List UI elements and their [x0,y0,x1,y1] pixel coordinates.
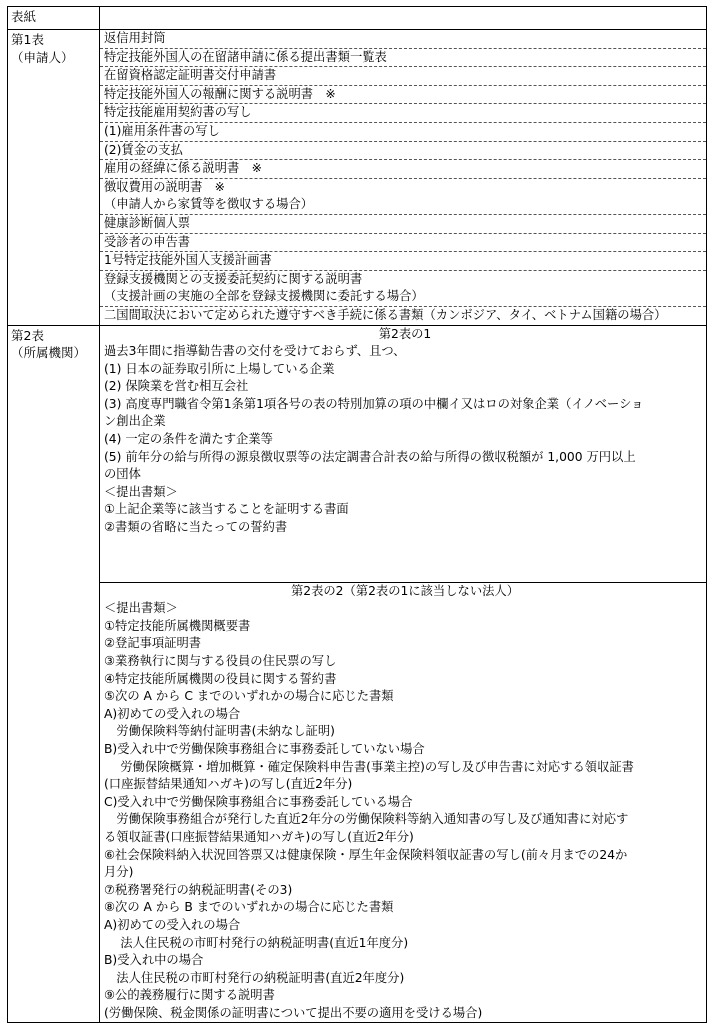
section-line: ②登記事項証明書 [104,636,202,651]
section-line: ②書類の省略に当たっての誓約書 [104,520,288,535]
document-item [100,179,706,215]
document-table [7,6,707,1023]
document-item [100,307,706,325]
section-line: (口座振替結果通知ハガキ)の写し(直近2年分) [104,777,353,792]
section-line: ⑥社会保険料納入状況回答票又は健康保険・厚生年金保険料領収証書の写し(前々月までの24か [104,847,628,862]
section-line: 過去3年間に指導勧告書の交付を受けておらず、且つ、 [104,344,406,359]
document-item [100,160,706,179]
section-line: 労働保険事務組合が発行した直近2年分の労働保険料等納入通知書の写し及び通知書に対応す [104,812,629,827]
document-item [100,215,706,234]
section-line: ①上記企業等に該当することを証明する書面 [104,502,349,517]
section-line: ＜提出書類＞ [104,484,178,499]
table1-label [8,30,100,325]
document-item [100,86,706,105]
item-text: 特定技能雇用契約書の写し [104,105,252,120]
section-spacer [100,537,706,582]
section-title: 第2表の1 [378,326,432,341]
item-text: 健康診断個人票 [104,215,191,230]
table2-label-line: 第2表 [11,327,44,343]
item-text: 受診者の申告書 [104,234,191,249]
section-line: (1) 日本の証券取引所に上場している企業 [104,361,335,376]
table1-label-line: 第1表 [11,32,44,47]
section-line: ン創出企業 [104,414,166,429]
section-line: ④特定技能所属機関の役員に関する誓約書 [104,671,337,686]
section-line: ＜提出書類＞ [104,601,178,616]
section-line: (5) 前年分の給与所得の源泉徴収票等の法定調書合計表の給与所得の徴収税額が 1,000 万円以上 [104,449,636,464]
item-text: 徴収費用の説明書 ※ [104,179,225,194]
document-item [100,30,706,49]
cover-row [8,6,706,30]
table2-label [8,326,100,1023]
table1-label-line: （申請人） [11,49,74,65]
section-line: (4) 一定の条件を満たす企業等 [104,432,273,447]
section-line: (3) 高度専門職省令第1条第1項各号の表の特別加算の項の中欄イ又はロの対象企業（イノベーショ [104,396,644,411]
item-note: （申請人から家賃等を徴収する場合） [104,197,314,212]
item-text: 雇用の経緯に係る説明書 ※ [104,161,262,176]
item-text: 特定技能外国人の報酬に関する説明書 ※ [104,86,336,101]
section-line: ③業務執行に関与する役員の住民票の写し [104,654,337,668]
table2-label-line: （所属機関） [11,345,87,360]
item-text: (2)賃金の支払 [104,142,183,157]
document-item [100,252,706,271]
document-item [100,67,706,86]
section-line: C)受入れ中で労働保険事務組合に事務委託している場合 [104,794,413,809]
section-line: A)初めての受入れの場合 [104,706,241,721]
item-text: 特定技能外国人の在留諸申請に係る提出書類一覧表 [104,49,387,64]
section-line: ⑧次の A から B までのいずれかの場合に応じた書類 [104,900,394,915]
section-line: (労働保険、税金関係の証明書について提出不要の適用を受ける場合) [104,1005,483,1020]
document-item [100,142,706,161]
section-title: 第2表の2（第2表の1に該当しない法人） [290,583,520,598]
section-line: 労働保険料等納付証明書(未納なし証明) [104,724,335,739]
section-line: B)受入れ中の場合 [104,953,204,968]
item-text: 1号特定技能外国人支援計画書 [104,253,272,268]
table1-row [8,30,706,326]
section-line: 法人住民税の市町村発行の納税証明書(直近2年度分) [104,970,405,985]
table2-row [8,326,706,1024]
cover-content [100,7,706,29]
document-item [100,234,706,253]
section-line: (2) 保険業を営む相互会社 [104,379,249,394]
section-line: の団体 [104,467,141,482]
section-line: B)受入れ中で労働保険事務組合に事務委託していない場合 [104,741,425,756]
section-line: ⑨公的義務履行に関する説明書 [104,988,275,1003]
section-line: 労働保険概算・増加概算・確定保険料申告書(事業主控)の写し及び申告書に対応する領収証書 [104,759,634,774]
item-text: 二国間取決において定められた遵守すべき手続に係る書類（カンボジア、タイ、ベトナム国籍の場合） [104,307,667,322]
section-line: る領収証書(口座振替結果通知ハガキ)の写し(直近2年分) [104,829,414,844]
item-note: （支援計画の実施の全部を登録支援機関に委託する場合） [104,289,424,304]
section-line: ①特定技能所属機関概要書 [104,618,251,633]
table2-content [100,326,706,1023]
item-text: 在留資格認定証明書交付申請書 [104,68,277,83]
document-item [100,271,706,307]
document-item [100,123,706,142]
section-line: ⑤次の A から C までのいずれかの場合に応じた書類 [104,689,394,704]
table2-section-2 [100,583,706,1023]
section-line: ⑦税務署発行の納税証明書(その3) [104,882,293,897]
cover-label: 表紙 [8,7,100,29]
item-text: 返信用封筒 [104,31,166,45]
document-item [100,104,706,123]
item-text: 登録支援機関との支援委託契約に関する説明書 [104,271,363,286]
section-line: 法人住民税の市町村発行の納税証明書(直近1年度分) [104,935,409,950]
item-text: (1)雇用条件書の写し [104,123,220,138]
document-item [100,49,706,68]
section-line: 月分) [104,865,134,880]
table1-items [100,30,706,325]
section-line: A)初めての受入れの場合 [104,917,241,932]
table2-section-1 [100,326,706,583]
